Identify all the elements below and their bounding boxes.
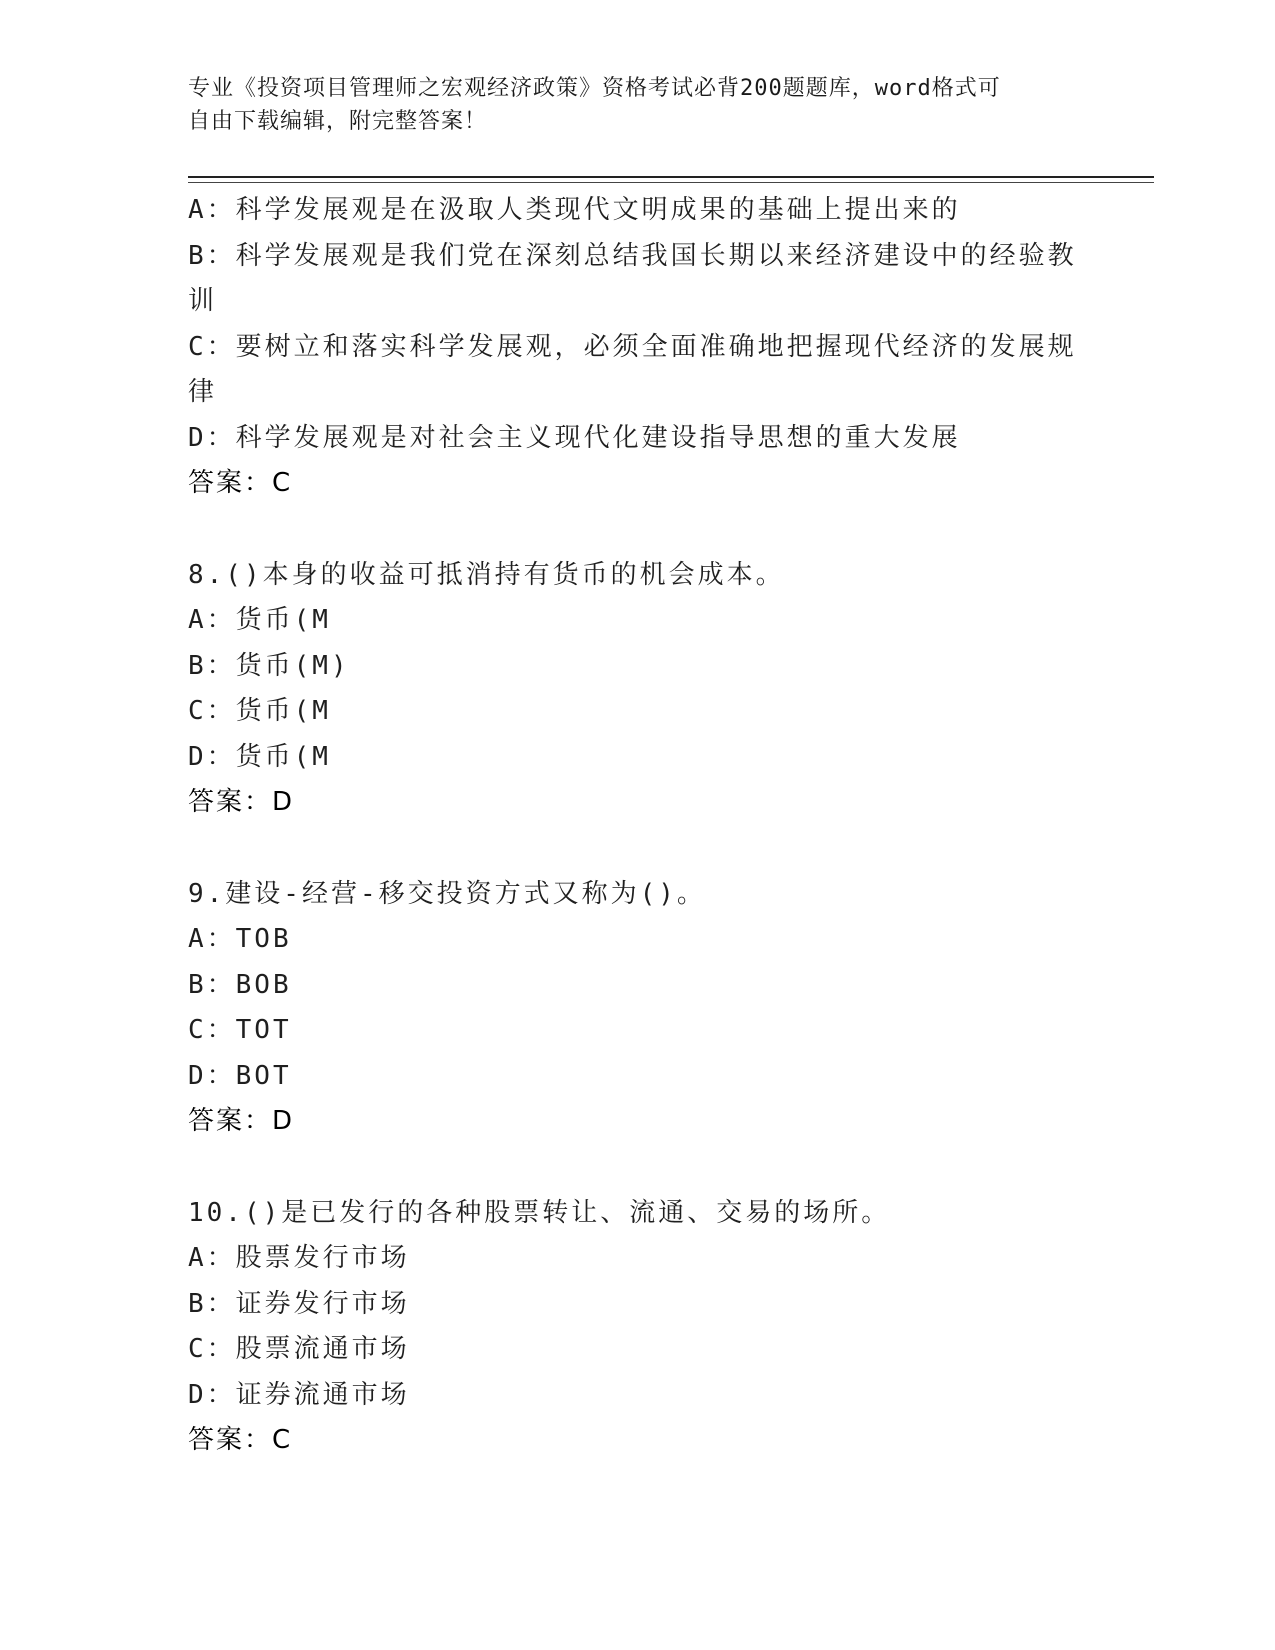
option-b: B：证券发行市场 xyxy=(188,1288,410,1319)
question-spacer xyxy=(188,507,1088,553)
answer: 答案：C xyxy=(188,468,293,498)
header-divider-thick xyxy=(188,176,1154,178)
question-spacer xyxy=(188,1145,1088,1191)
option-d: D：BOT xyxy=(188,1060,292,1091)
option-c: C：货币(M xyxy=(188,696,331,726)
answer: 答案：D xyxy=(188,787,295,817)
option-a: A：股票发行市场 xyxy=(188,1243,410,1273)
question-9 xyxy=(188,872,1088,1145)
option-b-line-1: B：科学发展观是我们党在深刻总结我国长期以来经济建设中的经验教 xyxy=(188,240,1077,271)
option-a: A：科学发展观是在汲取人类现代文明成果的基础上提出来的 xyxy=(188,195,961,225)
option-c: C：股票流通市场 xyxy=(188,1334,410,1364)
option-c: C：TOT xyxy=(188,1015,292,1045)
question-7 xyxy=(188,188,1088,507)
option-b-line-2: 训 xyxy=(188,286,218,316)
question-stem: 8.()本身的收益可抵消持有货币的机会成本。 xyxy=(188,559,785,590)
option-d: D：科学发展观是对社会主义现代化建设指导思想的重大发展 xyxy=(188,422,961,453)
question-stem: 10.()是已发行的各种股票转让、流通、交易的场所。 xyxy=(188,1197,891,1228)
option-a: A：TOB xyxy=(188,924,292,954)
option-b: B：货币(M) xyxy=(188,650,350,681)
option-d: D：货币(M xyxy=(188,741,331,772)
option-c-line-2: 律 xyxy=(188,377,218,407)
option-d: D：证券流通市场 xyxy=(188,1379,410,1410)
header-line-1: 专业《投资项目管理师之宏观经济政策》资格考试必背200题题库，word格式可 xyxy=(188,76,1001,101)
header-divider-thin xyxy=(188,182,1154,183)
answer: 答案：C xyxy=(188,1425,293,1455)
option-b: B：BOB xyxy=(188,969,292,1000)
question-spacer xyxy=(188,826,1088,872)
question-8 xyxy=(188,553,1088,826)
answer: 答案：D xyxy=(188,1106,295,1136)
option-c-line-1: C：要树立和落实科学发展观，必须全面准确地把握现代经济的发展规 xyxy=(188,331,1077,362)
header-line-2: 自由下载编辑，附完整答案！ xyxy=(188,109,488,134)
option-a: A：货币(M xyxy=(188,605,331,635)
document-header xyxy=(188,72,1068,138)
question-10 xyxy=(188,1191,1088,1464)
question-stem: 9.建设-经营-移交投资方式又称为()。 xyxy=(188,878,706,909)
question-list xyxy=(188,188,1088,1464)
